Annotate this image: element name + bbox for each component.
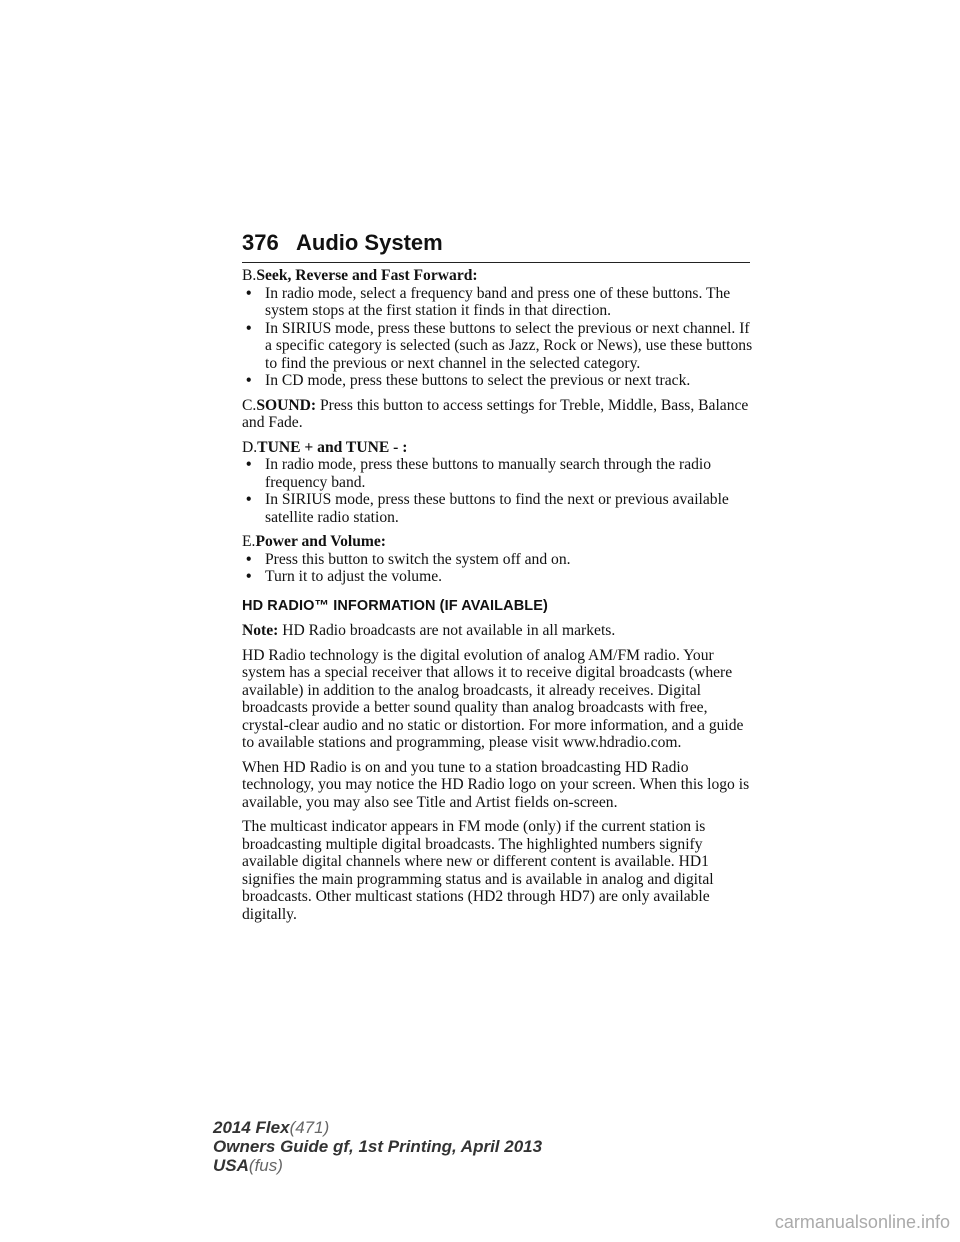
list-item: • In radio mode, press these buttons to manually search through the radio frequency band.	[242, 456, 754, 491]
list-item: • Turn it to adjust the volume.	[242, 568, 754, 586]
item-e-bullets	[242, 551, 754, 586]
item-d-letter: D.	[242, 438, 258, 456]
item-e-title: Power and Volume:	[255, 533, 386, 550]
note-text: HD Radio broadcasts are not available in all markets.	[282, 622, 616, 639]
hd-note	[242, 622, 754, 640]
item-c-text: Press this button to access settings for Treble, Middle, Bass, Balance and Fade.	[242, 396, 749, 431]
hd-radio-heading: HD RADIO™ INFORMATION (IF AVAILABLE)	[242, 597, 548, 614]
hd-paragraph-2: When HD Radio is on and you tune to a station broadcasting HD Radio technology, you may notice the HD Radio logo on your screen. When this logo is available, you may also see Title and Artist fields on-screen.	[242, 758, 750, 811]
list-item: • In CD mode, press these buttons to select the previous or next track.	[242, 372, 754, 390]
page-number: 376	[242, 230, 279, 255]
page-content	[242, 267, 754, 923]
list-item: • In radio mode, select a frequency band and press one of these buttons. The system stops at the first station it finds in that direction.	[242, 285, 754, 320]
item-e-heading	[242, 533, 754, 551]
item-d-title: TUNE + and TUNE - :	[257, 438, 408, 456]
section-title: Audio System	[296, 230, 443, 255]
list-item: • In SIRIUS mode, press these buttons to find the next or previous available satellite radio station.	[242, 491, 754, 526]
page-header	[242, 230, 750, 263]
item-b-letter: B.	[242, 267, 257, 284]
hd-paragraph-3: The multicast indicator appears in FM mode (only) if the current station is broadcasting multiple digital broadcasts. The highlighted numbers signify available digital channels where new or different content is available. HD1 signifies the main programming status and is available in analog and digital broadcasts. Other multicast stations (HD2 through HD7) are only available digitally.	[242, 818, 714, 923]
list-item: • Press this button to switch the system off and on.	[242, 551, 754, 569]
item-b-bullets	[242, 285, 754, 390]
item-d-heading	[242, 439, 754, 457]
hd-paragraph-1: HD Radio technology is the digital evolution of analog AM/FM radio. Your system has a special receiver that allows it to receive digital broadcasts (where available) in addition to the analog broadcasts, it already receives. Digital broadcasts provide a better sound quality than analog broadcasts with free, crystal-clear audio and no static or distortion. For more information, and a guide to available stations and programming, please visit www.hdradio.com.	[242, 646, 744, 751]
watermark: carmanualsonline.info	[774, 1212, 950, 1232]
footer-line-model: 2014 Flex(471)	[213, 1118, 330, 1137]
footer-line-guide: Owners Guide gf, 1st Printing, April 2013	[213, 1137, 543, 1156]
note-label: Note:	[242, 622, 283, 639]
page-footer	[213, 1118, 542, 1175]
item-e-letter: E.	[242, 533, 256, 550]
item-c-letter: C.	[242, 396, 257, 414]
list-item: • In SIRIUS mode, press these buttons to select the previous or next channel. If a specific category is selected (such as Jazz, Rock or News), use these buttons to find the previous or next channel in the selected category.	[242, 320, 754, 373]
item-b-title: Seek, Reverse and Fast Forward:	[256, 267, 478, 284]
item-d-bullets	[242, 456, 754, 526]
item-c-paragraph	[242, 397, 754, 432]
footer-line-region: USA(fus)	[213, 1156, 283, 1175]
item-b-heading	[242, 267, 754, 285]
item-c-title: SOUND:	[256, 396, 320, 414]
